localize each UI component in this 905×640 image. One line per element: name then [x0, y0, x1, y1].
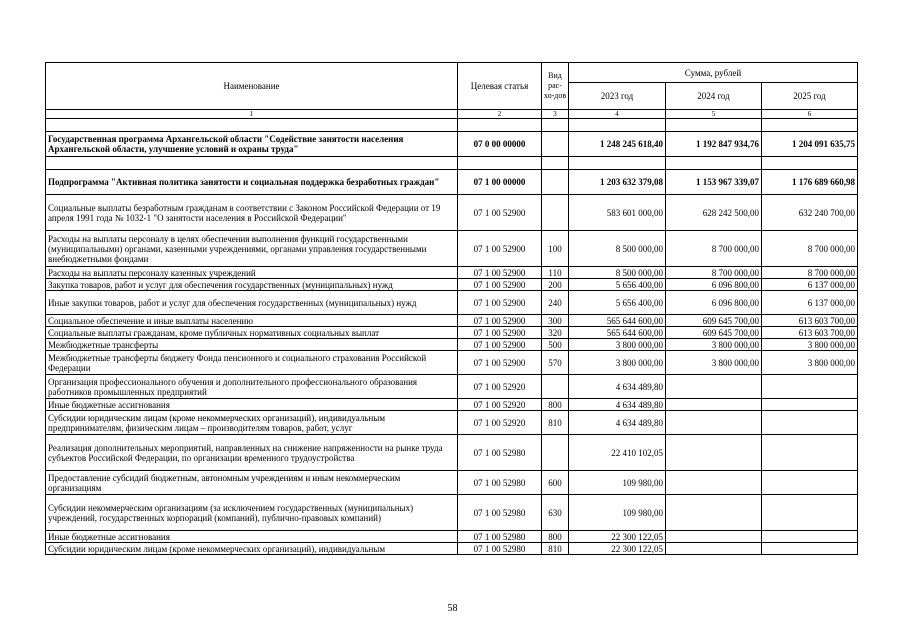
column-number: 5: [666, 110, 762, 119]
row-code: 07 0 00 00000: [458, 132, 542, 157]
table-row: [46, 170, 858, 195]
table-row: [46, 279, 858, 291]
row-code: 07 1 00 52980: [458, 531, 542, 543]
row-expense-type: [542, 435, 569, 471]
row-sum-2023: 565 644 600,00: [569, 315, 666, 327]
table-row: [46, 267, 858, 279]
row-code: 07 1 00 52900: [458, 351, 542, 375]
row-name: Реализация дополнительных мероприятий, направленных на снижение напряженности на рынке труда субъектов Российской Федерации, по организации временного трудоустройства: [46, 435, 458, 471]
row-sum-2023: 4 634 489,80: [569, 399, 666, 411]
row-code: 07 1 00 52920: [458, 399, 542, 411]
row-name: Субсидии юридическим лицам (кроме некоммерческих организаций), индивидуальным предпринимателям, физическим лицам – производителям товаров, работ, услуг: [46, 411, 458, 435]
row-name: Расходы на выплаты персоналу в целях обеспечения выполнения функций государственными (муниципальными) органами, казенными учреждениями, органами управления государственными внебюджетными фондами: [46, 231, 458, 267]
row-name: Межбюджетные трансферты: [46, 339, 458, 351]
row-expense-type: 240: [542, 291, 569, 315]
column-number-row: [46, 110, 858, 119]
row-expense-type: [542, 170, 569, 195]
row-sum-2023: 1 248 245 618,40: [569, 132, 666, 157]
row-sum-2023: 3 800 000,00: [569, 339, 666, 351]
row-sum-2025: [762, 411, 858, 435]
header-year-2024: 2024 год: [666, 83, 762, 110]
row-code: 07 1 00 52900: [458, 327, 542, 339]
row-sum-2023: 5 656 400,00: [569, 291, 666, 315]
header-year-2025: 2025 год: [762, 83, 858, 110]
row-sum-2024: 609 645 700,00: [666, 327, 762, 339]
row-sum-2023: 109 980,00: [569, 495, 666, 531]
row-code: 07 1 00 52900: [458, 339, 542, 351]
row-sum-2024: [666, 375, 762, 399]
row-code: 07 1 00 52900: [458, 195, 542, 231]
row-name: Иные закупки товаров, работ и услуг для обеспечения государственных (муниципальных) нужд: [46, 291, 458, 315]
table-row: [46, 411, 858, 435]
row-sum-2025: 613 603 700,00: [762, 315, 858, 327]
row-sum-2024: 1 192 847 934,76: [666, 132, 762, 157]
row-sum-2024: 1 153 967 339,07: [666, 170, 762, 195]
row-sum-2023: 4 634 489,80: [569, 375, 666, 399]
row-code: 07 1 00 52980: [458, 495, 542, 531]
column-number: 6: [762, 110, 858, 119]
table-row: [46, 315, 858, 327]
row-sum-2025: 1 204 091 635,75: [762, 132, 858, 157]
row-sum-2025: [762, 399, 858, 411]
row-name: Расходы на выплаты персоналу казенных учреждений: [46, 267, 458, 279]
header-expense-type: Вид рас-хо-дов: [542, 63, 569, 110]
row-expense-type: 500: [542, 339, 569, 351]
row-sum-2025: 8 700 000,00: [762, 231, 858, 267]
row-name: Предоставление субсидий бюджетным, автономным учреждениям и иным некоммерческим организациям: [46, 471, 458, 495]
row-expense-type: 600: [542, 471, 569, 495]
header-year-2023: 2023 год: [569, 83, 666, 110]
header-target-article: Целевая статья: [458, 63, 542, 110]
row-code: 07 1 00 52980: [458, 543, 542, 555]
row-sum-2024: [666, 471, 762, 495]
row-expense-type: 630: [542, 495, 569, 531]
row-sum-2024: [666, 543, 762, 555]
row-sum-2024: 3 800 000,00: [666, 351, 762, 375]
row-code: 07 1 00 52980: [458, 435, 542, 471]
row-code: 07 1 00 52900: [458, 291, 542, 315]
row-sum-2023: 565 644 600,00: [569, 327, 666, 339]
row-sum-2023: 583 601 000,00: [569, 195, 666, 231]
row-code: 07 1 00 52900: [458, 279, 542, 291]
row-code: 07 1 00 52920: [458, 375, 542, 399]
row-expense-type: 320: [542, 327, 569, 339]
row-name: Субсидии некоммерческим организациям (за исключением государственных (муниципальных) учреждений, государственных корпораций (компаний), публично-правовых компаний): [46, 495, 458, 531]
row-expense-type: 810: [542, 543, 569, 555]
table-row: [46, 195, 858, 231]
table-row: [46, 471, 858, 495]
row-name: Социальные выплаты гражданам, кроме публичных нормативных социальных выплат: [46, 327, 458, 339]
row-name: Закупка товаров, работ и услуг для обеспечения государственных (муниципальных) нужд: [46, 279, 458, 291]
budget-table: [45, 62, 858, 555]
row-name: Социальные выплаты безработным гражданам в соответствии с Законом Российской Федерации от 19 апреля 1991 года № 1032-1 "О занятости населения в Российской Федерации": [46, 195, 458, 231]
table-row: [46, 339, 858, 351]
row-sum-2024: [666, 411, 762, 435]
row-sum-2025: 632 240 700,00: [762, 195, 858, 231]
row-sum-2024: 609 645 700,00: [666, 315, 762, 327]
header-name: Наименование: [46, 63, 458, 110]
row-sum-2023: 4 634 489,80: [569, 411, 666, 435]
row-code: 07 1 00 52920: [458, 411, 542, 435]
row-sum-2024: 3 800 000,00: [666, 339, 762, 351]
column-number: 2: [458, 110, 542, 119]
row-sum-2025: [762, 495, 858, 531]
row-code: 07 1 00 00000: [458, 170, 542, 195]
row-sum-2023: 8 500 000,00: [569, 231, 666, 267]
row-code: 07 1 00 52980: [458, 471, 542, 495]
row-name: Социальное обеспечение и иные выплаты населению: [46, 315, 458, 327]
row-expense-type: [542, 375, 569, 399]
row-expense-type: 800: [542, 399, 569, 411]
row-sum-2025: 613 603 700,00: [762, 327, 858, 339]
row-name: Подпрограмма "Активная политика занятости и социальная поддержка безработных граждан": [46, 170, 458, 195]
row-expense-type: 300: [542, 315, 569, 327]
table-row: [46, 231, 858, 267]
table-row: [46, 435, 858, 471]
row-sum-2025: [762, 531, 858, 543]
row-sum-2025: [762, 471, 858, 495]
row-sum-2023: 22 410 102,05: [569, 435, 666, 471]
row-sum-2024: [666, 435, 762, 471]
table-row: [46, 531, 858, 543]
row-sum-2023: 3 800 000,00: [569, 351, 666, 375]
row-expense-type: 200: [542, 279, 569, 291]
row-code: 07 1 00 52900: [458, 231, 542, 267]
row-name: Иные бюджетные ассигнования: [46, 399, 458, 411]
row-sum-2025: 1 176 689 660,98: [762, 170, 858, 195]
row-sum-2024: [666, 531, 762, 543]
row-sum-2025: 3 800 000,00: [762, 351, 858, 375]
table-row: [46, 351, 858, 375]
row-expense-type: 100: [542, 231, 569, 267]
row-code: 07 1 00 52900: [458, 267, 542, 279]
header-sum: Сумма, рублей: [569, 63, 858, 83]
table-row: [46, 543, 858, 555]
row-sum-2025: 6 137 000,00: [762, 279, 858, 291]
row-name: Субсидии юридическим лицам (кроме некоммерческих организаций), индивидуальным: [46, 543, 458, 555]
row-expense-type: 110: [542, 267, 569, 279]
row-sum-2023: 1 203 632 379,08: [569, 170, 666, 195]
row-sum-2025: [762, 435, 858, 471]
row-sum-2024: 6 096 800,00: [666, 279, 762, 291]
spacer-row: [46, 119, 858, 132]
table-row: [46, 327, 858, 339]
column-number: 3: [542, 110, 569, 119]
row-sum-2025: 6 137 000,00: [762, 291, 858, 315]
table-row: [46, 495, 858, 531]
row-name: Государственная программа Архангельской области "Содействие занятости населения Архангельской области, улучшение условий и охраны труда": [46, 132, 458, 157]
row-sum-2024: 8 700 000,00: [666, 267, 762, 279]
row-sum-2024: 8 700 000,00: [666, 231, 762, 267]
row-expense-type: 570: [542, 351, 569, 375]
row-sum-2023: 22 300 122,05: [569, 531, 666, 543]
column-number: 1: [46, 110, 458, 119]
row-expense-type: [542, 195, 569, 231]
row-expense-type: [542, 132, 569, 157]
row-sum-2025: 3 800 000,00: [762, 339, 858, 351]
row-sum-2024: 628 242 500,00: [666, 195, 762, 231]
table-row: [46, 375, 858, 399]
row-sum-2023: 5 656 400,00: [569, 279, 666, 291]
row-name: Организация профессионального обучения и дополнительного профессионального образования работников промышленных предприятий: [46, 375, 458, 399]
row-sum-2024: 6 096 800,00: [666, 291, 762, 315]
row-name: Иные бюджетные ассигнования: [46, 531, 458, 543]
row-sum-2024: [666, 495, 762, 531]
row-sum-2024: [666, 399, 762, 411]
spacer-row: [46, 157, 858, 170]
row-sum-2023: 22 300 122,05: [569, 543, 666, 555]
row-expense-type: 810: [542, 411, 569, 435]
table-row: [46, 399, 858, 411]
page-number: 58: [447, 603, 458, 614]
table-row: [46, 291, 858, 315]
row-sum-2023: 109 980,00: [569, 471, 666, 495]
row-sum-2023: 8 500 000,00: [569, 267, 666, 279]
row-sum-2025: 8 700 000,00: [762, 267, 858, 279]
row-name: Межбюджетные трансферты бюджету Фонда пенсионного и социального страхования Российской Федерации: [46, 351, 458, 375]
row-expense-type: 800: [542, 531, 569, 543]
column-number: 4: [569, 110, 666, 119]
row-sum-2025: [762, 375, 858, 399]
row-sum-2025: [762, 543, 858, 555]
row-code: 07 1 00 52900: [458, 315, 542, 327]
table-row: [46, 132, 858, 157]
